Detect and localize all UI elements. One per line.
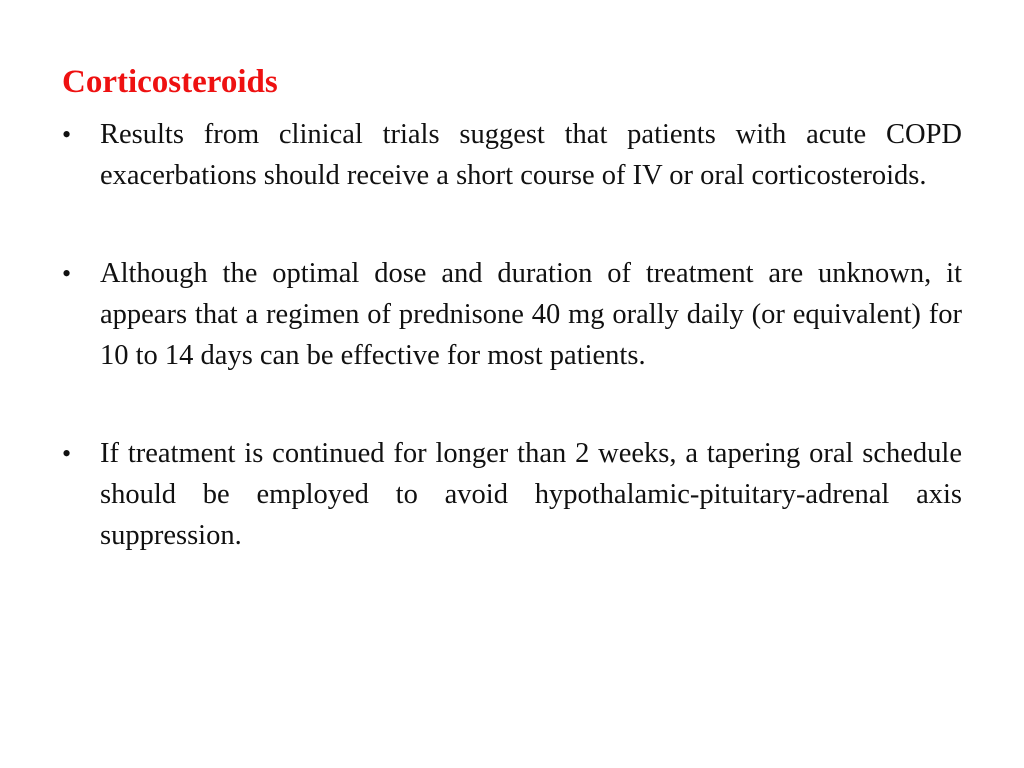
bullet-icon: • bbox=[62, 120, 72, 149]
bullet-icon: • bbox=[62, 439, 72, 468]
bullet-list bbox=[62, 114, 962, 613]
bullet-item bbox=[62, 114, 962, 196]
bullet-text: Although the optimal dose and duration of treatment are unknown, it appears that a regimen of prednisone 40 mg orally daily (or equivalent) for 10 to 14 days can be effective for most patients. bbox=[100, 258, 962, 371]
bullet-icon: • bbox=[62, 259, 72, 288]
bullet-item bbox=[62, 253, 962, 376]
bullet-text: Results from clinical trials suggest that patients with acute COPD exacerbations should receive a short course of IV or oral corticosteroids. bbox=[100, 119, 962, 191]
bullet-item bbox=[62, 433, 962, 556]
bullet-text: If treatment is continued for longer than 2 weeks, a tapering oral schedule should be employed to avoid hypothalamic-pituitary-adrenal axis suppression. bbox=[100, 438, 962, 551]
slide-title: Corticosteroids bbox=[62, 64, 278, 100]
